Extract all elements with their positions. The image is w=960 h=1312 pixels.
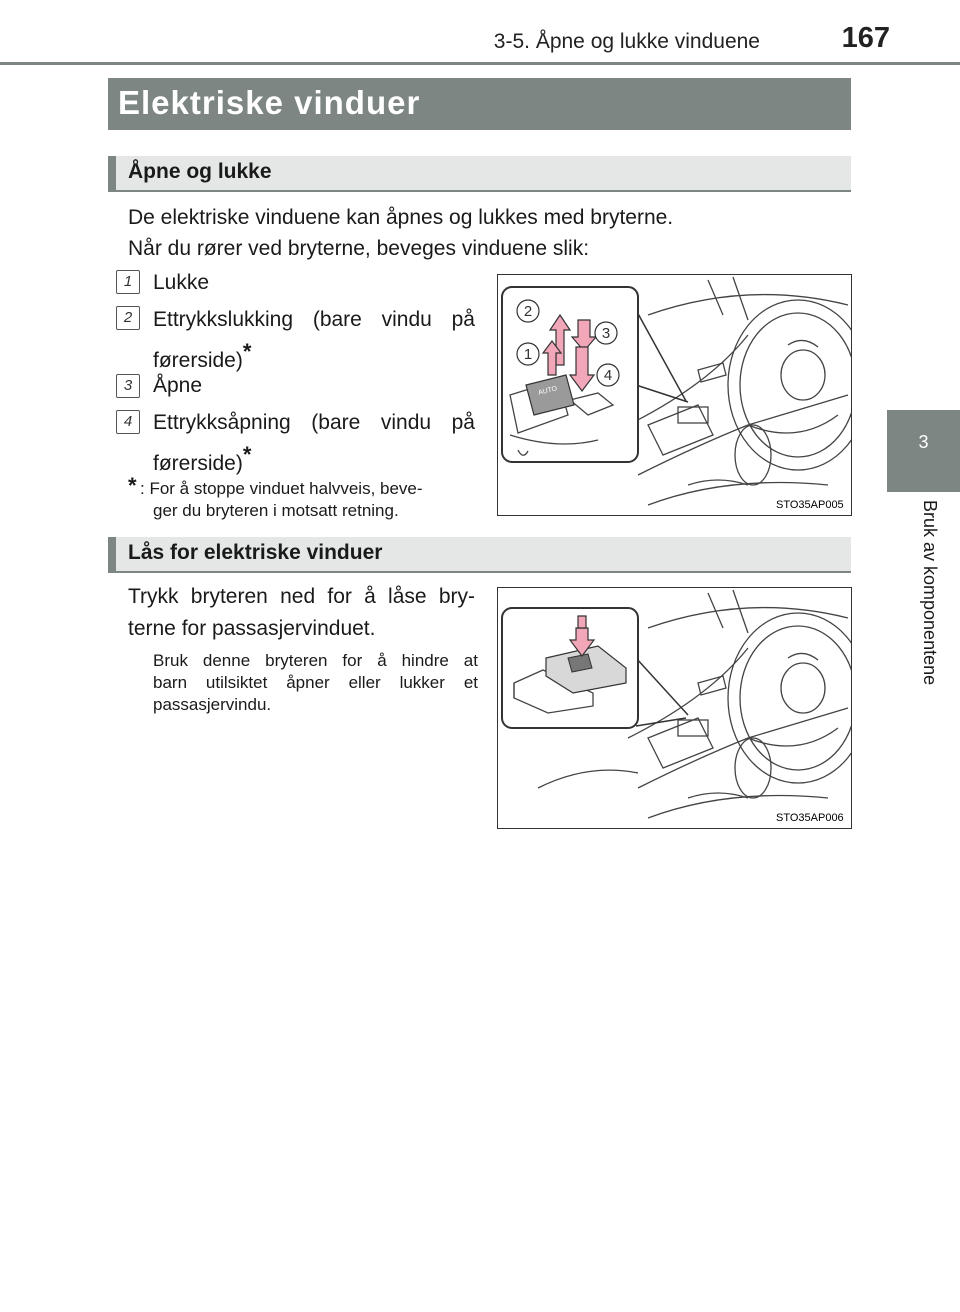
item-text-close: Lukke <box>153 271 210 294</box>
footnote-line-2: ger du bryteren i motsatt retning. <box>153 501 399 520</box>
running-header-section: 3-5. Åpne og lukke vinduene <box>493 30 760 53</box>
item-number-2: 2 <box>116 306 140 330</box>
figure-code: STO35AP006 <box>776 812 844 824</box>
figure-window-switch <box>497 274 852 516</box>
item-number-1: 1 <box>116 270 140 294</box>
window-switch-illustration <box>498 275 851 515</box>
section-heading-window-lock <box>108 537 851 573</box>
figure-code: STO35AP005 <box>776 499 844 511</box>
intro-text-2: Når du rører ved bryterne, beveges vinduene slik: <box>128 237 590 260</box>
footnote-asterisk: * <box>128 473 137 498</box>
lock-note-2: barn utilsiktet åpner eller lukker et <box>153 673 478 692</box>
asterisk-mark: * <box>242 339 252 364</box>
item-number-3: 3 <box>116 374 140 398</box>
callout-2: 2 <box>523 303 533 320</box>
figure-window-lock-switch <box>497 587 852 829</box>
lock-switch-illustration <box>498 588 851 828</box>
intro-text-1: De elektriske vinduene kan åpnes og lukkes med bryterne. <box>128 206 674 229</box>
chapter-label: Bruk av komponentene <box>920 500 940 686</box>
callout-4: 4 <box>603 367 613 384</box>
callout-3: 3 <box>601 325 611 342</box>
section-heading-text: Åpne og lukke <box>128 160 272 183</box>
item-4-line2: førerside) <box>153 452 243 475</box>
item-text-one-touch-open-cont <box>153 439 353 480</box>
lock-text-1: Trykk bryteren ned for å låse bry- <box>128 585 475 608</box>
chapter-number: 3 <box>918 432 929 452</box>
item-2-line2: førerside) <box>153 349 243 372</box>
item-text-open: Åpne <box>153 374 203 397</box>
section-heading-open-close <box>108 156 851 192</box>
heading-marker <box>108 537 116 573</box>
item-text-one-touch-close: Ettrykkslukking (bare vindu på <box>153 308 475 331</box>
item-number-4: 4 <box>116 410 140 434</box>
page-number: 167 <box>841 22 890 54</box>
auto-switch-label: AUTO <box>537 385 558 397</box>
lock-note-3: passasjervindu. <box>153 695 272 714</box>
page-title: Elektriske vinduer <box>118 84 421 121</box>
lock-note-1: Bruk denne bryteren for å hindre at <box>153 651 478 670</box>
asterisk-mark: * <box>242 442 252 467</box>
item-text-one-touch-open: Ettrykksåpning (bare vindu på <box>153 411 475 434</box>
footnote-line-1: : For å stoppe vinduet halvveis, beve- <box>140 479 423 498</box>
callout-1: 1 <box>523 346 533 363</box>
section-heading-text: Lås for elektriske vinduer <box>128 541 383 564</box>
header-rule <box>0 62 960 65</box>
lock-text-2: terne for passasjervinduet. <box>128 617 376 640</box>
heading-marker <box>108 156 116 192</box>
